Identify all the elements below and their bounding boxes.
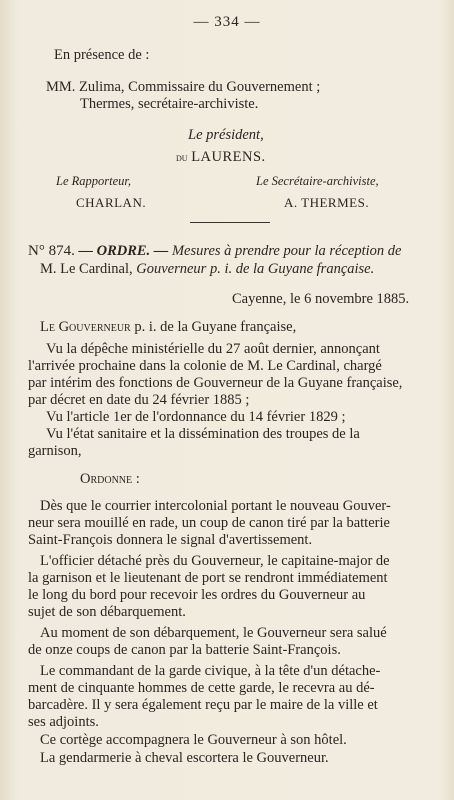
paragraph-3-line-2: de onze coups de canon par la batterie Saint-François. — [28, 642, 341, 658]
paragraph-2-line-2: la garnison et le lieutenant de port se rendront immédiatement — [28, 570, 388, 586]
paragraph-4-line-1: Le commandant de la garde civique, à la tête d'un détache- — [40, 663, 381, 679]
paragraph-6-line-1: La gendarmerie à cheval escortera le Gouverneur. — [40, 750, 329, 766]
presence-line-1: MM. Zulima, Commissaire du Gouvernement ; — [46, 79, 321, 95]
paragraph-2-line-4: sujet de son débarquement. — [28, 604, 186, 620]
paragraph-3-line-1: Au moment de son débarquement, le Gouverneur sera salué — [40, 625, 387, 641]
president-title: Le président, — [188, 127, 264, 143]
order-title-line-1: Mesures à prendre pour la réception de — [171, 243, 402, 259]
rapporteur-title: Le Rapporteur, — [56, 174, 131, 188]
paragraph-1-line-3: Saint-François donnera le signal d'avertissement. — [28, 532, 313, 548]
president-name-value: LAURENS. — [191, 149, 266, 165]
page-number: — 334 — — [193, 14, 261, 30]
considerant-line-5: Vu l'article 1er de l'ordonnance du 14 février 1829 ; — [46, 409, 346, 425]
paragraph-4-line-2: ment de cinquante hommes de cette garde, le recevra au dé- — [28, 680, 375, 696]
order-title-italic: Gouverneur p. i. de la Guyane française. — [136, 261, 375, 277]
considerant-line-1: Vu la dépêche ministérielle du 27 août dernier, annonçant — [46, 341, 380, 357]
paragraph-4-line-4: ses adjoints. — [28, 714, 99, 730]
order-heading-line-2 — [40, 261, 374, 278]
president-name — [176, 149, 266, 166]
paragraph-5-line-1: Ce cortège accompagnera le Gouverneur à son hôtel. — [40, 732, 347, 748]
authority-title: Le Gouverneur — [40, 319, 131, 335]
separator-rule — [190, 222, 270, 223]
paragraph-2-line-3: le long du bord pour recevoir les ordres du Gouverneur au — [28, 587, 366, 603]
presence-intro: En présence de : — [54, 47, 150, 63]
considerant-line-2: l'arrivée prochaine dans la colonie de M. Le Cardinal, chargé — [28, 358, 382, 374]
place-date: Cayenne, le 6 novembre 1885. — [232, 291, 410, 307]
considerant-line-7: garnison, — [28, 443, 82, 459]
rapporteur-name: CHARLAN. — [76, 195, 147, 210]
president-name-prefix: du — [176, 150, 188, 164]
paragraph-1-line-2: neur sera mouillé en rade, un coup de canon tiré par la batterie — [28, 515, 390, 531]
order-title-prefix: M. Le Cardinal, — [40, 261, 133, 277]
considerant-line-4: par décret en date du 24 février 1885 ; — [28, 392, 250, 408]
paragraph-4-line-3: barcadère. Il y sera également reçu par le maire de la ville et — [28, 697, 378, 713]
paragraph-2-line-1: L'officier détaché près du Gouverneur, le capitaine-major de — [40, 553, 390, 569]
secretaire-name: A. THERMES. — [284, 195, 370, 210]
order-heading-line-1 — [28, 243, 428, 260]
paragraph-1-line-1: Dès que le courrier intercolonial portant le nouveau Gouver- — [40, 498, 391, 514]
authority-line — [40, 319, 296, 336]
order-label: — ORDRE. — — [78, 243, 169, 259]
presence-line-2: Thermes, secrétaire-archiviste. — [80, 96, 259, 112]
ordonne-label: Ordonne : — [80, 471, 140, 487]
authority-rest: p. i. de la Guyane française, — [134, 319, 297, 335]
considerant-line-3: par intérim des fonctions de Gouverneur de la Guyane française, — [28, 375, 403, 391]
secretaire-title: Le Secrétaire-archiviste, — [256, 174, 379, 188]
considerant-line-6: Vu l'état sanitaire et la dissémination des troupes de la — [46, 426, 360, 442]
order-number: N° 874. — [28, 243, 75, 259]
